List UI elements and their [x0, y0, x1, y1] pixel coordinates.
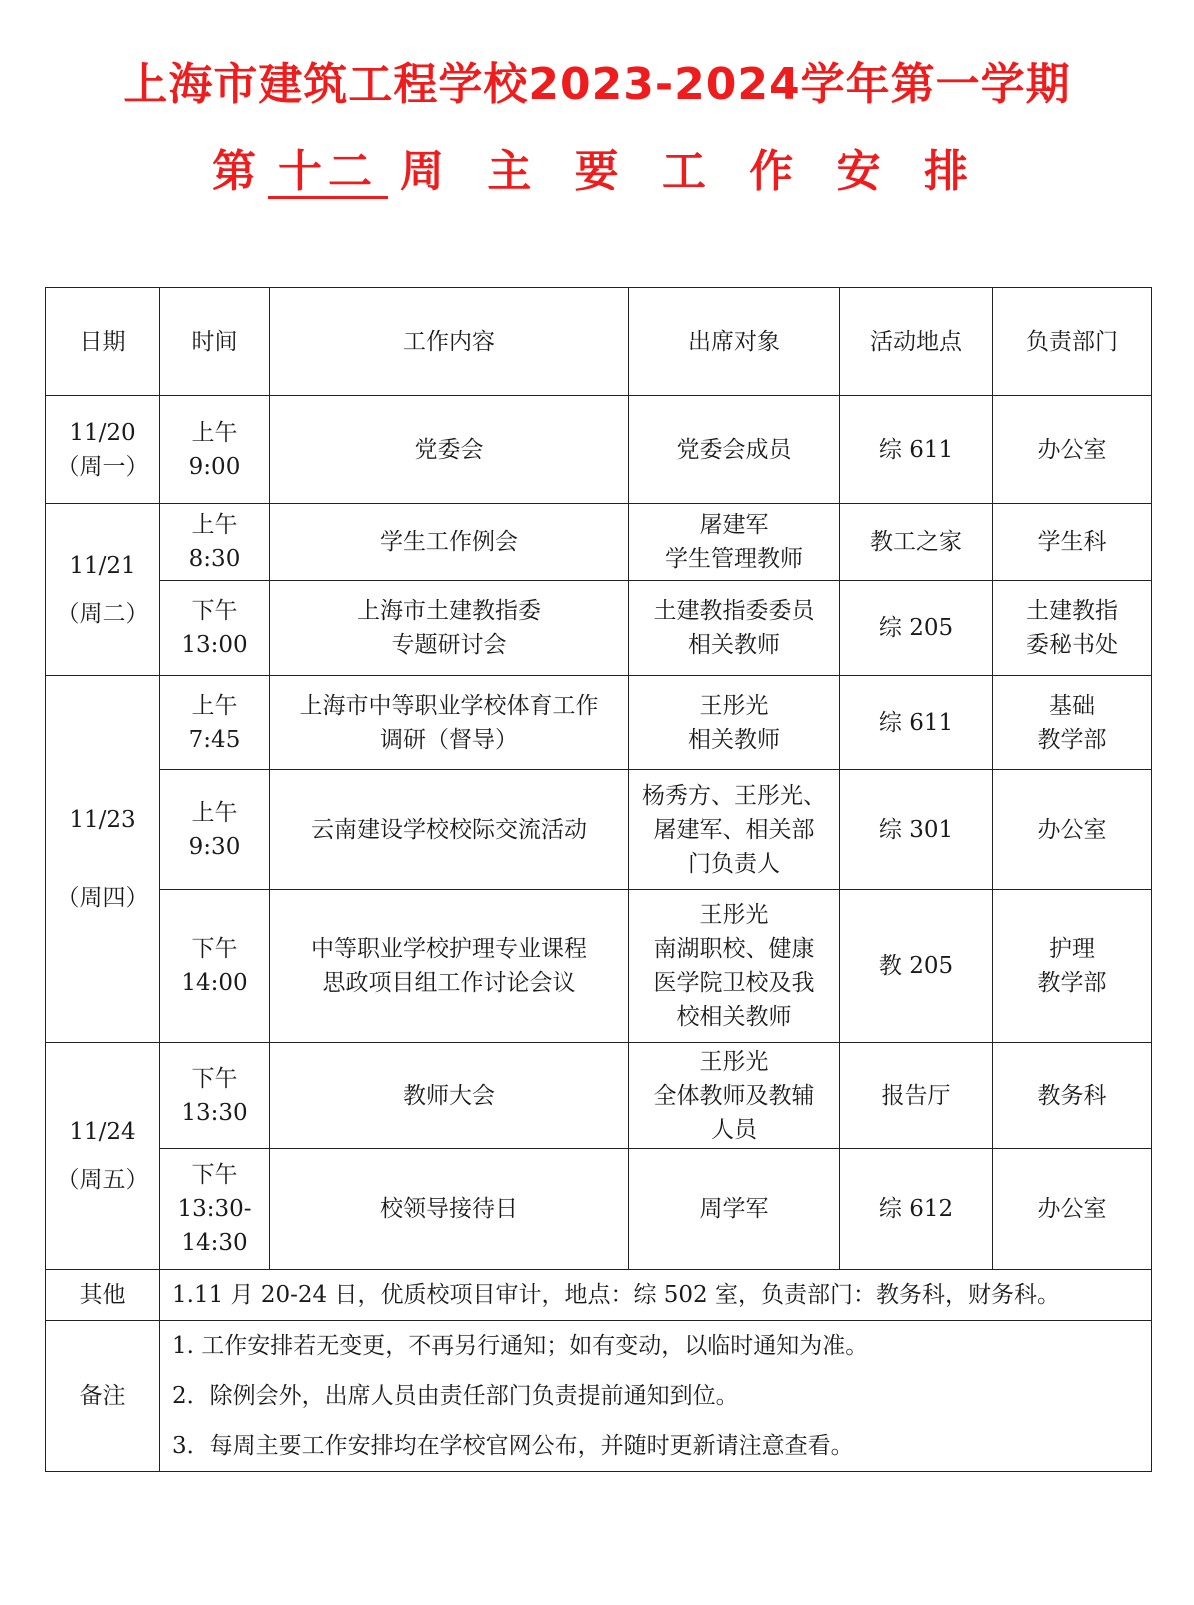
week-number: 十二	[268, 148, 388, 199]
content-cell: 校领导接待日	[270, 1149, 629, 1270]
header-location: 活动地点	[840, 288, 993, 396]
department-cell: 学生科	[993, 504, 1152, 581]
location-cell: 教 205	[840, 890, 993, 1043]
attendees-cell: 党委会成员	[629, 396, 840, 504]
table-header-row	[46, 288, 1152, 396]
department-cell: 教务科	[993, 1043, 1152, 1149]
table-row	[46, 396, 1152, 504]
subtitle-suffix: 周 主 要 工 作 安 排	[400, 146, 982, 197]
department-cell: 护理 教学部	[993, 890, 1152, 1043]
content-cell: 学生工作例会	[270, 504, 629, 581]
remarks-label: 备注	[46, 1321, 160, 1472]
content-cell: 党委会	[270, 396, 629, 504]
location-cell: 综 611	[840, 396, 993, 504]
time-cell: 下午 13:00	[160, 581, 270, 676]
schedule-table	[45, 287, 1152, 1472]
table-row	[46, 770, 1152, 890]
subtitle-prefix: 第	[212, 146, 257, 197]
attendees-cell: 屠建军 学生管理教师	[629, 504, 840, 581]
date-cell: 11/21 （周二）	[46, 504, 160, 676]
content-cell: 云南建设学校校际交流活动	[270, 770, 629, 890]
attendees-cell: 土建教指委委员 相关教师	[629, 581, 840, 676]
table-row	[46, 581, 1152, 676]
other-label: 其他	[46, 1270, 160, 1321]
table-row	[46, 504, 1152, 581]
location-cell: 报告厅	[840, 1043, 993, 1149]
attendees-cell: 周学军	[629, 1149, 840, 1270]
header-time: 时间	[160, 288, 270, 396]
page-subtitle	[0, 135, 1194, 199]
department-cell: 办公室	[993, 770, 1152, 890]
time-cell: 下午 14:00	[160, 890, 270, 1043]
other-text: 1.11 月 20-24 日，优质校项目审计，地点：综 502 室，负责部门：教务科，财务科。	[160, 1270, 1152, 1321]
remark-item: 3．每周主要工作安排均在学校官网公布，并随时更新请注意查看。	[172, 1433, 854, 1459]
remark-item: 1. 工作安排若无变更，不再另行通知；如有变动，以临时通知为准。	[172, 1333, 869, 1359]
time-cell: 上午 7:45	[160, 676, 270, 770]
other-row	[46, 1270, 1152, 1321]
date-cell: 11/23 （周四）	[46, 676, 160, 1043]
table-row	[46, 890, 1152, 1043]
department-cell: 办公室	[993, 396, 1152, 504]
table-row	[46, 676, 1152, 770]
table-row	[46, 1043, 1152, 1149]
time-cell: 上午 9:00	[160, 396, 270, 504]
location-cell: 综 205	[840, 581, 993, 676]
content-cell: 上海市土建教指委 专题研讨会	[270, 581, 629, 676]
time-cell: 下午 13:30	[160, 1043, 270, 1149]
content-cell: 上海市中等职业学校体育工作 调研（督导）	[270, 676, 629, 770]
department-cell: 土建教指 委秘书处	[993, 581, 1152, 676]
attendees-cell: 杨秀方、王彤光、 屠建军、相关部 门负责人	[629, 770, 840, 890]
location-cell: 综 301	[840, 770, 993, 890]
time-cell: 下午 13:30- 14:30	[160, 1149, 270, 1270]
attendees-cell: 王彤光 全体教师及教辅 人员	[629, 1043, 840, 1149]
content-cell: 中等职业学校护理专业课程 思政项目组工作讨论会议	[270, 890, 629, 1043]
department-cell: 基础 教学部	[993, 676, 1152, 770]
location-cell: 综 611	[840, 676, 993, 770]
header-date: 日期	[46, 288, 160, 396]
content-cell: 教师大会	[270, 1043, 629, 1149]
time-cell: 上午 8:30	[160, 504, 270, 581]
department-cell: 办公室	[993, 1149, 1152, 1270]
remarks-row	[46, 1321, 1152, 1472]
table-row	[46, 1149, 1152, 1270]
date-cell: 11/20 （周一）	[46, 396, 160, 504]
attendees-cell: 王彤光 相关教师	[629, 676, 840, 770]
header-attendees: 出席对象	[629, 288, 840, 396]
location-cell: 教工之家	[840, 504, 993, 581]
header-department: 负责部门	[993, 288, 1152, 396]
attendees-cell: 王彤光 南湖职校、健康 医学院卫校及我 校相关教师	[629, 890, 840, 1043]
page-title: 上海市建筑工程学校2023-2024学年第一学期	[123, 59, 1071, 110]
header-content: 工作内容	[270, 288, 629, 396]
remark-item: 2．除例会外，出席人员由责任部门负责提前通知到位。	[172, 1383, 739, 1409]
date-cell: 11/24 （周五）	[46, 1043, 160, 1270]
remarks-list	[160, 1321, 1152, 1472]
time-cell: 上午 9:30	[160, 770, 270, 890]
location-cell: 综 612	[840, 1149, 993, 1270]
